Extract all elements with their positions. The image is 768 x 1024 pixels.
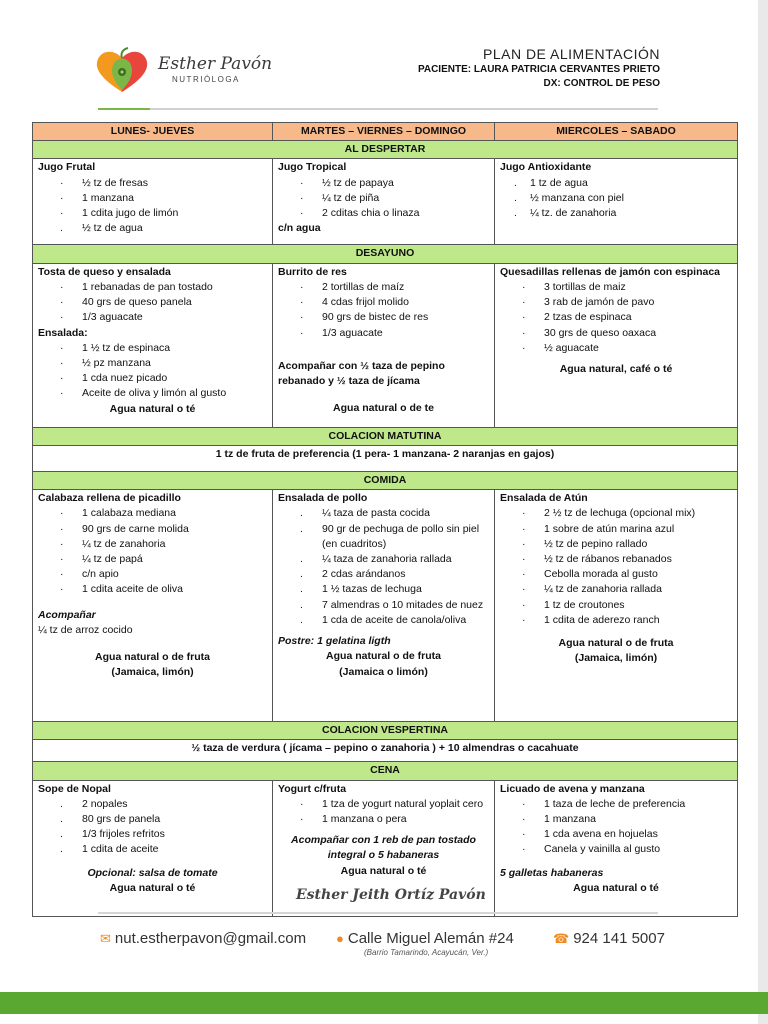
bullet-icon: · xyxy=(522,326,526,339)
bullet-icon: · xyxy=(522,613,526,626)
meal-band-colacion-matutina: COLACION MATUTINA xyxy=(33,427,738,445)
ingredient-item xyxy=(278,176,489,191)
bullet-icon: · xyxy=(522,797,526,810)
diagnosis: DX: CONTROL DE PESO xyxy=(543,78,660,89)
ingredient-item xyxy=(500,310,732,325)
ingredient-text: 1/3 frijoles refritos xyxy=(82,828,165,841)
dish-title: Jugo Antioxidante xyxy=(500,161,592,174)
ingredient-text: ¼ tz. de zanahoria xyxy=(530,207,617,220)
ingredient-text: 4 cdas frijol molido xyxy=(322,296,409,309)
meal-band-colacion-vespertina: COLACION VESPERTINA xyxy=(33,722,738,740)
ingredient-text: 2 nopales xyxy=(82,797,128,810)
dish-title: Ensalada de Atún xyxy=(500,492,588,505)
ingredient-text: ½ manzana con piel xyxy=(530,191,624,204)
bullet-icon: · xyxy=(522,812,526,825)
ingredient-item xyxy=(38,827,267,842)
ingredient-text: 90 grs de carne molida xyxy=(82,522,189,535)
dish-title: Tosta de queso y ensalada xyxy=(38,265,171,278)
drink-note: Agua natural o de te xyxy=(333,402,434,415)
bullet-icon: . xyxy=(60,843,63,856)
ingredient-text: 1 cda de aceite de canola/oliva xyxy=(322,613,467,626)
ingredient-text: 1/3 aguacate xyxy=(82,311,143,324)
ingredient-item xyxy=(500,827,732,842)
ingredient-item xyxy=(500,797,732,812)
dish-title: Jugo Frutal xyxy=(38,161,96,174)
ingredient-item xyxy=(500,567,732,582)
dish-title: Jugo Tropical xyxy=(278,161,347,174)
footer-address xyxy=(336,930,514,947)
envelope-icon: ✉ xyxy=(100,931,111,946)
header-divider xyxy=(98,108,658,110)
ingredient-item xyxy=(38,371,267,386)
bullet-icon: . xyxy=(300,552,303,565)
ingredient-item xyxy=(38,567,267,582)
cell-despertar-3 xyxy=(495,159,738,245)
bullet-icon: . xyxy=(300,568,303,581)
ingredient-list xyxy=(278,176,489,222)
optional-note: Opcional: salsa de tomate xyxy=(87,866,218,879)
ingredient-list xyxy=(278,280,489,341)
bullet-icon: · xyxy=(60,191,64,204)
ingredient-text: 7 almendras o 10 mitades de nuez xyxy=(322,598,484,611)
drink-note: Agua natural o té xyxy=(340,864,427,877)
ingredient-item xyxy=(38,295,267,310)
ingredient-text: 1 manzana o pera xyxy=(322,812,407,825)
ingredient-item xyxy=(500,280,732,295)
ingredient-text: c/n apio xyxy=(82,568,119,581)
ingredient-text: ¼ tz de papá xyxy=(82,552,143,565)
ingredient-text: ½ tz de rábanos rebanados xyxy=(544,552,672,565)
ingredient-item xyxy=(38,280,267,295)
ingredient-item xyxy=(278,552,489,567)
ingredient-item xyxy=(278,812,489,827)
bullet-icon: · xyxy=(522,828,526,841)
ingredient-item xyxy=(278,295,489,310)
email-text: nut.estherpavon@gmail.com xyxy=(114,930,307,947)
ingredient-item xyxy=(500,506,732,521)
ingredient-list xyxy=(500,176,732,222)
meal-plan-table xyxy=(32,122,738,917)
location-pin-icon: ● xyxy=(336,931,344,946)
side-note: 5 galletas habaneras xyxy=(500,866,604,879)
ingredient-text: Canela y vainilla al gusto xyxy=(544,843,661,856)
dish-title: Quesadillas rellenas de jamón con espinaca xyxy=(500,265,721,278)
ingredient-list xyxy=(38,176,267,237)
day-header-1: LUNES- JUEVES xyxy=(33,123,273,141)
ingredient-item xyxy=(278,191,489,206)
cell-comida-2 xyxy=(273,490,495,722)
bullet-icon: · xyxy=(60,176,64,189)
bullet-icon: · xyxy=(300,311,304,324)
ingredient-list xyxy=(278,797,489,827)
ingredient-text: 1 tza de yogurt natural yoplait cero xyxy=(322,797,484,810)
ingredient-item xyxy=(278,797,489,812)
ingredient-item xyxy=(500,552,732,567)
ingredient-text: ½ aguacate xyxy=(544,341,599,354)
ingredient-item xyxy=(278,598,489,613)
cell-desayuno-2 xyxy=(273,263,495,427)
bullet-icon: · xyxy=(60,507,64,520)
bullet-icon: · xyxy=(522,843,526,856)
bullet-icon: · xyxy=(300,176,304,189)
ingredient-item xyxy=(500,295,732,310)
ingredient-item xyxy=(38,537,267,552)
bullet-icon: . xyxy=(300,522,303,535)
ingredient-item xyxy=(278,567,489,582)
bullet-icon: · xyxy=(522,537,526,550)
bullet-icon: · xyxy=(60,568,64,581)
ingredient-text: ½ pz manzana xyxy=(82,356,151,369)
ingredient-list xyxy=(500,506,732,628)
drink-note-2: (Jamaica, limón) xyxy=(574,652,658,665)
logo-name: Esther Pavón xyxy=(158,54,273,74)
ingredient-text: 1 cda avena en hojuelas xyxy=(544,828,658,841)
ingredient-text: 1 cda nuez picado xyxy=(82,372,168,385)
phone-icon: ☎ xyxy=(553,931,570,946)
ingredient-item xyxy=(38,176,267,191)
ingredient-item xyxy=(278,280,489,295)
bullet-icon: · xyxy=(60,280,64,293)
bullet-icon: · xyxy=(300,797,304,810)
bullet-icon: · xyxy=(60,296,64,309)
ingredient-text: 1 taza de leche de preferencia xyxy=(544,797,686,810)
ingredient-text: 90 gr de pechuga de pollo sin piel (en cuadritos) xyxy=(322,522,480,550)
ingredient-text: 30 grs de queso oaxaca xyxy=(544,326,657,339)
bullet-icon: . xyxy=(60,222,63,235)
drink-note: Agua natural, café o té xyxy=(559,362,673,375)
bullet-icon: · xyxy=(60,522,64,535)
bullet-icon: · xyxy=(60,387,64,400)
ingredient-item xyxy=(278,582,489,597)
day-header-3: MIERCOLES – SABADO xyxy=(495,123,738,141)
bullet-icon: · xyxy=(522,280,526,293)
drink-note: Agua natural o de fruta xyxy=(558,637,674,650)
ingredient-item xyxy=(500,842,732,857)
ingredient-item xyxy=(38,356,267,371)
ingredient-item xyxy=(38,341,267,356)
ingredient-item xyxy=(38,842,267,857)
dish-title: Yogurt c/fruta xyxy=(278,782,347,795)
drink-note: Agua natural o té xyxy=(109,881,196,894)
bullet-icon: · xyxy=(60,583,64,596)
ingredient-text: ¼ tz de zanahoria rallada xyxy=(544,583,662,596)
ingredient-text: 2 ½ tz de lechuga (opcional mix) xyxy=(544,507,696,520)
ingredient-text: 1 rebanadas de pan tostado xyxy=(82,280,213,293)
ingredient-text: ¼ taza de zanahoria rallada xyxy=(322,552,452,565)
ingredient-item xyxy=(500,522,732,537)
ingredient-text: 1 ½ tz de espinaca xyxy=(82,341,171,354)
bullet-icon: . xyxy=(300,598,303,611)
bullet-icon: · xyxy=(522,522,526,535)
logo-subtitle: NUTRIÓLOGA xyxy=(172,75,240,84)
bullet-icon: · xyxy=(300,812,304,825)
ingredient-list xyxy=(500,280,732,356)
cell-comida-3 xyxy=(495,490,738,722)
side-note: ¼ tz de arroz cocido xyxy=(38,623,133,636)
cell-desayuno-1 xyxy=(33,263,273,427)
bullet-icon: · xyxy=(300,280,304,293)
bullet-icon: . xyxy=(300,507,303,520)
bullet-icon: · xyxy=(60,311,64,324)
ingredient-text: 1 tz de agua xyxy=(530,176,588,189)
dish-title: Ensalada de pollo xyxy=(278,492,368,505)
ingredient-list xyxy=(38,506,267,597)
ingredient-item xyxy=(38,206,267,221)
bullet-icon: . xyxy=(514,191,517,204)
ingredient-text: 1 sobre de atún marina azul xyxy=(544,522,675,535)
ingredient-text: ½ tz de pepino rallado xyxy=(544,537,648,550)
address-subtext: (Barrio Tamarindo, Acayucán, Ver.) xyxy=(364,948,489,957)
drink-note: c/n agua xyxy=(278,222,321,235)
cell-despertar-2 xyxy=(273,159,495,245)
ingredient-item xyxy=(500,176,732,191)
ingredient-text: 2 tortillas de maíz xyxy=(322,280,405,293)
drink-note: Agua natural o de fruta xyxy=(95,651,210,664)
ingredient-text: 90 grs de bistec de res xyxy=(322,311,429,324)
snack-text: ½ taza de verdura ( jícama – pepino o zanahoria ) + 10 almendras o cacahuate xyxy=(33,740,738,762)
ingredient-text: Cebolla morada al gusto xyxy=(544,568,658,581)
ingredient-text: 1/3 aguacate xyxy=(322,326,383,339)
bullet-icon: . xyxy=(300,583,303,596)
ingredient-item xyxy=(500,582,732,597)
ingredient-item xyxy=(38,552,267,567)
bullet-icon: · xyxy=(522,311,526,324)
ingredient-text: 3 rab de jamón de pavo xyxy=(544,296,655,309)
footer-email[interactable] xyxy=(100,930,306,947)
ingredient-text: ¼ tz de piña xyxy=(322,191,380,204)
ingredient-list xyxy=(500,797,732,858)
side-title: Acompañar xyxy=(38,608,96,621)
footer-phone[interactable] xyxy=(553,930,665,947)
phone-text: 924 141 5007 xyxy=(573,930,665,947)
brand-logo xyxy=(92,46,273,98)
ingredient-text: ½ tz de papaya xyxy=(322,176,394,189)
ingredient-item xyxy=(38,797,267,812)
bullet-icon: · xyxy=(300,207,304,220)
dessert-note: Postre: 1 gelatina ligth xyxy=(278,635,391,648)
heart-fruit-icon xyxy=(92,46,152,96)
cell-cena-1 xyxy=(33,780,273,916)
meal-band-cena: CENA xyxy=(33,762,738,780)
ingredient-text: 1 calabaza mediana xyxy=(82,507,176,520)
ingredient-list-2 xyxy=(38,341,267,402)
bullet-icon: · xyxy=(60,356,64,369)
ingredient-item xyxy=(278,613,489,628)
dish-title: Calabaza rellena de picadillo xyxy=(38,492,181,505)
meal-band-desayuno: DESAYUNO xyxy=(33,245,738,263)
ingredient-item xyxy=(278,506,489,521)
drink-note: Agua natural o té xyxy=(109,402,196,415)
ingredient-item xyxy=(38,522,267,537)
day-header-2: MARTES – VIERNES – DOMINGO xyxy=(273,123,495,141)
ingredient-item xyxy=(38,221,267,236)
ingredient-text: 40 grs de queso panela xyxy=(82,296,192,309)
bullet-icon: · xyxy=(522,598,526,611)
bullet-icon: · xyxy=(522,583,526,596)
ingredient-item xyxy=(278,522,489,552)
meal-band-al-despertar: AL DESPERTAR xyxy=(33,141,738,159)
patient-name: PACIENTE: LAURA PATRICIA CERVANTES PRIETO xyxy=(417,64,660,75)
ingredient-text: 1 tz de croutones xyxy=(544,598,625,611)
ingredient-item xyxy=(500,613,732,628)
cell-despertar-1 xyxy=(33,159,273,245)
ingredient-item xyxy=(500,326,732,341)
ingredient-text: 3 tortillas de maiz xyxy=(544,280,626,293)
drink-note: Agua natural o de fruta xyxy=(326,650,441,663)
ingredient-list xyxy=(38,797,267,858)
ingredient-text: 2 cdas arándanos xyxy=(322,568,406,581)
bullet-icon: . xyxy=(60,812,63,825)
cell-cena-3 xyxy=(495,780,738,916)
bullet-icon: . xyxy=(300,613,303,626)
address-text: Calle Miguel Alemán #24 xyxy=(347,930,514,947)
cell-comida-1 xyxy=(33,490,273,722)
ingredient-item xyxy=(38,310,267,325)
ingredient-item xyxy=(38,386,267,401)
bullet-icon: · xyxy=(300,326,304,339)
bullet-icon: · xyxy=(60,341,64,354)
side-note: Acompañar con ½ taza de pepino rebanado y ½ taza de jícama xyxy=(278,359,445,387)
ingredient-item xyxy=(278,310,489,325)
ingredient-text: 1 cdita de aderezo ranch xyxy=(544,613,660,626)
bullet-icon: · xyxy=(60,552,64,565)
plan-title: PLAN DE ALIMENTACIÓN xyxy=(482,46,660,62)
bullet-icon: · xyxy=(522,552,526,565)
ingredient-item xyxy=(500,537,732,552)
ingredient-list xyxy=(278,506,489,628)
dish-subtitle: Ensalada: xyxy=(38,326,88,339)
bullet-icon: · xyxy=(300,296,304,309)
ingredient-item xyxy=(38,191,267,206)
nutritionist-signature: Esther Jeith Ortíz Pavón xyxy=(296,887,486,903)
cell-desayuno-3 xyxy=(495,263,738,427)
page-edge xyxy=(758,0,768,1024)
ingredient-text: 1 manzana xyxy=(544,812,596,825)
ingredient-item xyxy=(500,206,732,221)
ingredient-text: ½ tz de agua xyxy=(82,222,143,235)
ingredient-text: 2 tzas de espinaca xyxy=(544,311,632,324)
ingredient-text: 80 grs de panela xyxy=(82,812,161,825)
bullet-icon: . xyxy=(60,828,63,841)
ingredient-text: 1 cdita aceite de oliva xyxy=(82,583,183,596)
ingredient-item xyxy=(500,812,732,827)
bullet-icon: · xyxy=(522,507,526,520)
ingredient-text: 1 ½ tazas de lechuga xyxy=(322,583,422,596)
bullet-icon: . xyxy=(514,176,517,189)
ingredient-item xyxy=(38,582,267,597)
ingredient-text: 2 cditas chia o linaza xyxy=(322,207,420,220)
ingredient-text: Aceite de oliva y limón al gusto xyxy=(82,387,227,400)
ingredient-text: ½ tz de fresas xyxy=(82,176,148,189)
ingredient-text: ¼ tz de zanahoria xyxy=(82,537,166,550)
ingredient-text: 1 cdita de aceite xyxy=(82,843,159,856)
ingredient-list xyxy=(38,280,267,326)
bullet-icon: . xyxy=(514,207,517,220)
bullet-icon: · xyxy=(522,341,526,354)
drink-note: Agua natural o té xyxy=(573,881,659,894)
ingredient-text: ¼ taza de pasta cocida xyxy=(322,507,430,520)
bullet-icon: · xyxy=(522,296,526,309)
side-note: Acompañar con 1 reb de pan tostado integral o 5 habaneras xyxy=(291,834,476,862)
bullet-icon: . xyxy=(60,797,63,810)
bullet-icon: · xyxy=(522,568,526,581)
ingredient-item xyxy=(278,326,489,341)
bullet-icon: · xyxy=(60,537,64,550)
meal-band-comida: COMIDA xyxy=(33,471,738,489)
ingredient-item xyxy=(278,206,489,221)
ingredient-item xyxy=(38,812,267,827)
ingredient-item xyxy=(500,598,732,613)
ingredient-text: 1 cdita jugo de limón xyxy=(82,207,179,220)
ingredient-item xyxy=(500,341,732,356)
ingredient-item xyxy=(500,191,732,206)
bullet-icon: · xyxy=(60,207,64,220)
header-divider-accent xyxy=(98,108,150,110)
footer-green-band xyxy=(0,992,768,1014)
ingredient-item xyxy=(38,506,267,521)
dish-title: Burrito de res xyxy=(278,265,347,278)
bullet-icon: · xyxy=(300,191,304,204)
dish-title: Sope de Nopal xyxy=(38,782,111,795)
snack-text: 1 tz de fruta de preferencia (1 pera- 1 manzana- 2 naranjas en gajos) xyxy=(33,445,738,471)
footer-divider xyxy=(98,912,658,914)
ingredient-text: 1 manzana xyxy=(82,191,134,204)
drink-note-2: (Jamaica o limón) xyxy=(339,665,428,678)
bullet-icon: · xyxy=(60,372,64,385)
dish-title: Licuado de avena y manzana xyxy=(500,782,645,795)
drink-note-2: (Jamaica, limón) xyxy=(111,666,194,679)
